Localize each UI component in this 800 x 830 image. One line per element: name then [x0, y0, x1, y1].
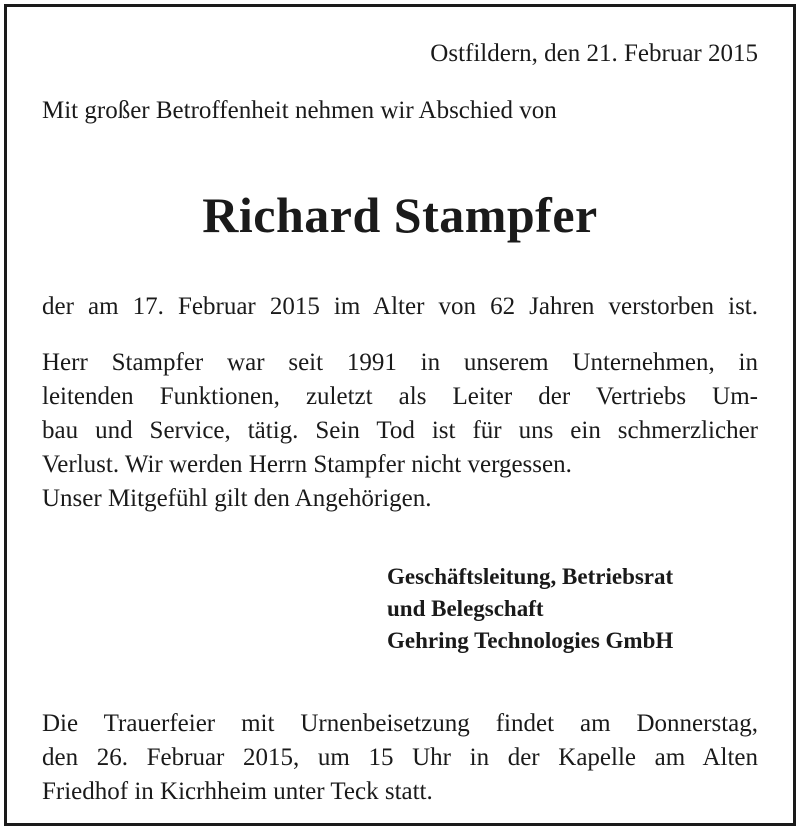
tribute-line: Herr Stampfer war seit 1991 in unserem Unternehmen, in — [42, 349, 758, 376]
funeral-paragraph — [42, 707, 758, 809]
funeral-line: den 26. Februar 2015, um 15 Uhr in der Kapelle am Alten — [42, 744, 758, 771]
tribute-line: bau und Service, tätig. Sein Tod ist für uns ein schmerzlicher — [42, 417, 758, 444]
death-line: der am 17. Februar 2015 im Alter von 62 Jahren verstorben ist. — [42, 293, 758, 320]
signature-block — [387, 561, 673, 657]
funeral-line: Friedhof in Kicrhheim unter Teck statt. — [42, 778, 433, 805]
deceased-name: Richard Stampfer — [202, 187, 598, 243]
notice-frame — [4, 4, 796, 826]
tribute-paragraph — [42, 346, 758, 516]
signature-line: Geschäftsleitung, Betriebsrat — [387, 564, 674, 589]
intro-text: Mit großer Betroffenheit nehmen wir Abschied von — [42, 97, 557, 124]
funeral-line: Die Trauerfeier mit Urnenbeisetzung findet am Donnerstag, — [42, 710, 758, 737]
place-date: Ostfildern, den 21. Februar 2015 — [430, 40, 758, 67]
signature-line: Gehring Technologies GmbH — [387, 628, 674, 653]
tribute-line: leitenden Funktionen, zuletzt als Leiter der Vertriebs Um- — [42, 383, 758, 410]
tribute-line: Verlust. Wir werden Herrn Stampfer nicht vergessen. — [42, 451, 572, 478]
signature-line: und Belegschaft — [387, 596, 544, 621]
tribute-line: Unser Mitgefühl gilt den Angehörigen. — [42, 485, 432, 512]
